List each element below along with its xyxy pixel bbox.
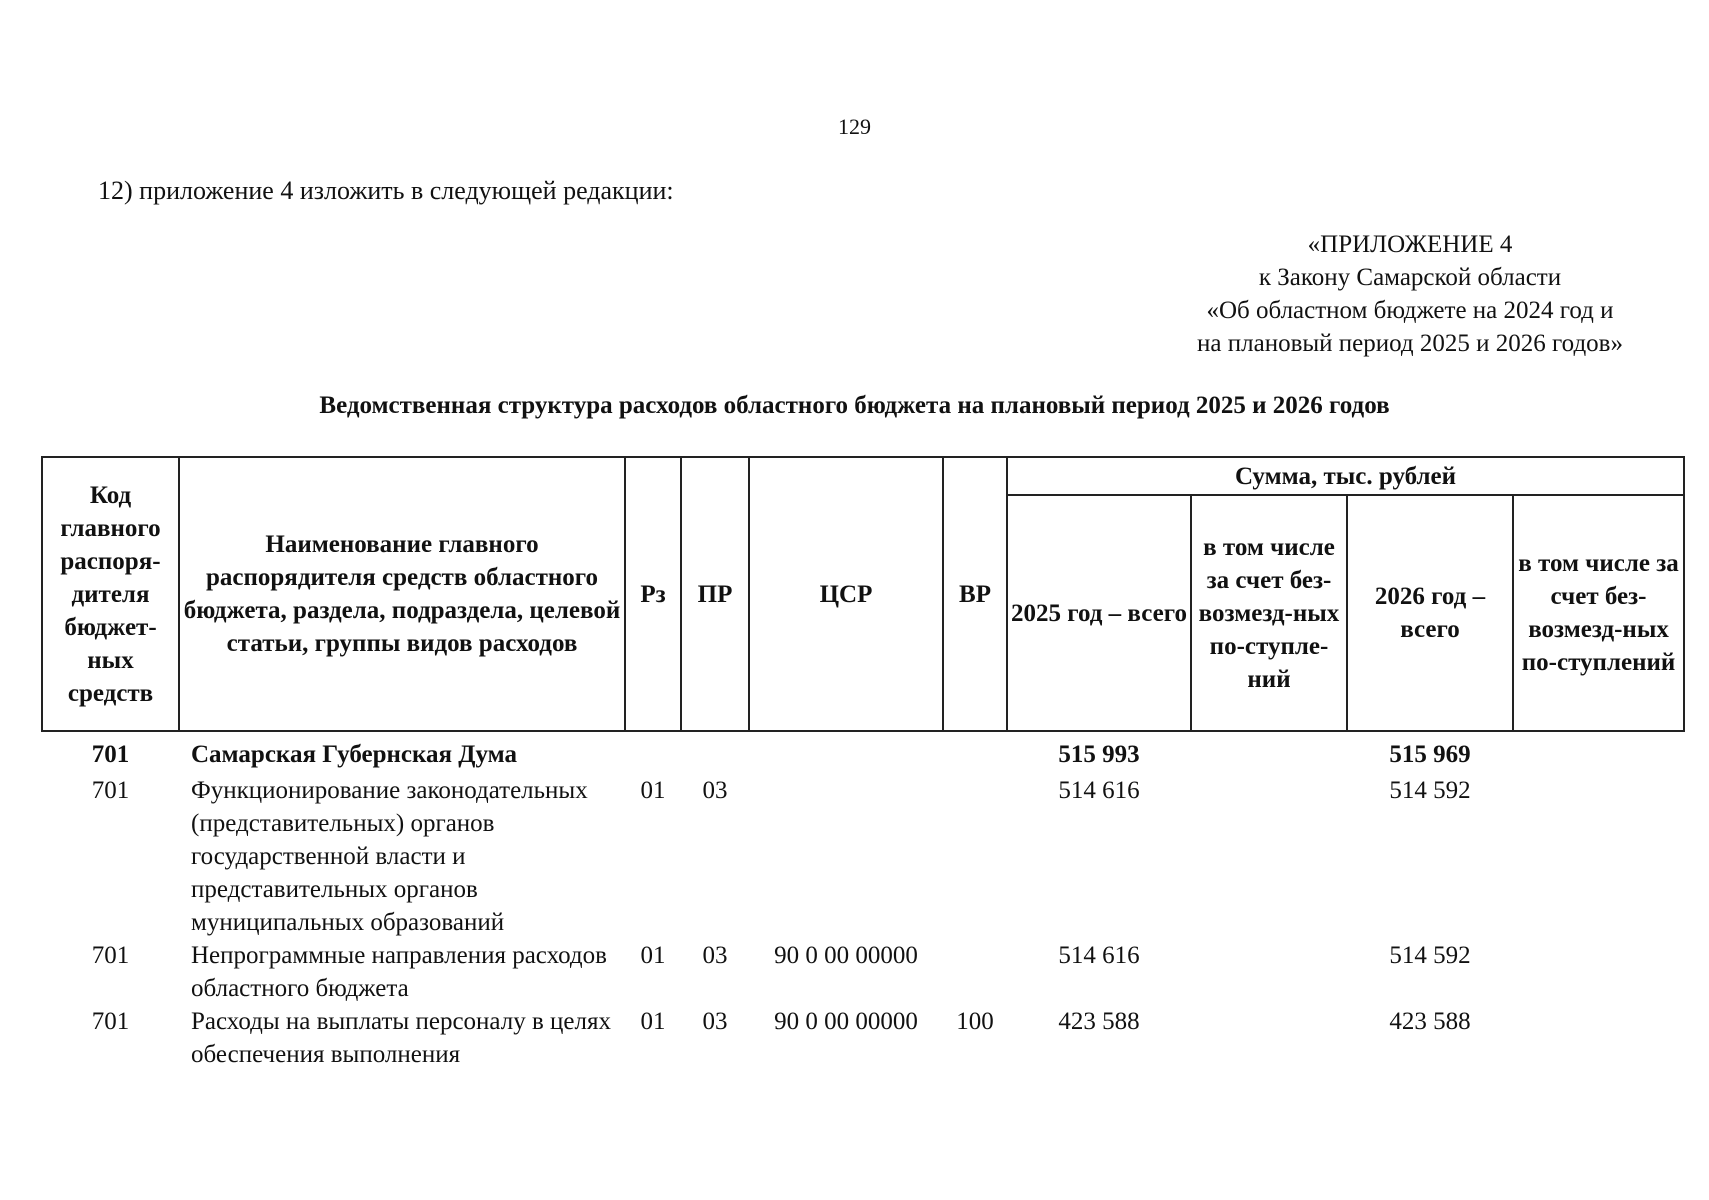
cell-vr: 100	[956, 1008, 994, 1035]
table-row	[42, 939, 1684, 1005]
cell-csr: 90 0 00 00000	[774, 1008, 918, 1035]
cell-csr: 90 0 00 00000	[774, 942, 918, 969]
cell-2026-total: 423 588	[1389, 1008, 1471, 1035]
cell-rz	[625, 731, 681, 771]
cell-vr	[943, 731, 1007, 771]
budget-table	[41, 456, 1685, 1071]
annex-line: на плановый период 2025 и 2026 годов»	[1197, 330, 1623, 357]
amendment-intro: 12) приложение 4 изложить в следующей редакции:	[98, 176, 674, 205]
cell-2025-total: 515 993	[1058, 741, 1140, 768]
cell-vr	[943, 939, 1007, 1005]
annex-line: к Закону Самарской области	[1258, 264, 1562, 291]
cell-csr	[749, 771, 943, 939]
header-csr: ЦСР	[749, 457, 943, 731]
annex-header	[1160, 228, 1660, 360]
cell-2025-total: 423 588	[1058, 1008, 1140, 1035]
cell-pr: 03	[702, 777, 728, 804]
cell-code: 701	[91, 1008, 130, 1035]
cell-vr	[943, 771, 1007, 939]
header-code: Код главного распоря-дителя бюджет-ных средств	[42, 457, 179, 731]
cell-pr	[681, 731, 749, 771]
cell-csr	[749, 731, 943, 771]
cell-2026-total: 515 969	[1389, 741, 1471, 768]
header-2025-total: 2025 год – всего	[1007, 495, 1191, 731]
annex-line: «ПРИЛОЖЕНИЕ 4	[1307, 231, 1513, 258]
header-2026-total: 2026 год – всего	[1347, 495, 1513, 731]
header-2026-grants: в том числе за счет без-возмезд-ных по-ступлений	[1513, 495, 1684, 731]
cell-2025-grants	[1191, 771, 1347, 939]
cell-code: 701	[91, 777, 130, 804]
cell-rz: 01	[640, 777, 666, 804]
cell-pr: 03	[702, 1008, 728, 1035]
annex-line: «Об областном бюджете на 2024 год и	[1206, 297, 1614, 324]
cell-code: 701	[91, 942, 130, 969]
cell-2025-total: 514 616	[1058, 942, 1140, 969]
page-number: 129	[838, 114, 871, 139]
cell-2025-grants	[1191, 1005, 1347, 1071]
cell-2026-grants	[1513, 939, 1684, 1005]
table-row	[42, 1005, 1684, 1071]
table-body	[42, 731, 1684, 1071]
cell-rz: 01	[640, 942, 666, 969]
table-row	[42, 771, 1684, 939]
header-sum: Сумма, тыс. рублей	[1007, 457, 1684, 495]
cell-pr: 03	[702, 942, 728, 969]
header-2025-grants: в том числе за счет без-возмезд-ных по-ступле-ний	[1191, 495, 1347, 731]
cell-2026-grants	[1513, 731, 1684, 771]
cell-rz: 01	[640, 1008, 666, 1035]
header-name: Наименование главного распорядителя средств областного бюджета, раздела, подраздела, целевой статьи, группы видов расходов	[179, 457, 625, 731]
header-pr: ПР	[681, 457, 749, 731]
cell-name: Функционирование законодательных (представительных) органов государственной власти и представительных органов муниципальных образований	[191, 777, 588, 936]
cell-2026-grants	[1513, 1005, 1684, 1071]
cell-name: Самарская Губернская Дума	[191, 741, 518, 768]
cell-2026-total: 514 592	[1389, 777, 1471, 804]
cell-2025-grants	[1191, 939, 1347, 1005]
table-row	[42, 731, 1684, 771]
cell-2025-grants	[1191, 731, 1347, 771]
cell-2025-total: 514 616	[1058, 777, 1140, 804]
cell-2026-grants	[1513, 771, 1684, 939]
cell-2026-total: 514 592	[1389, 942, 1471, 969]
cell-name: Расходы на выплаты персоналу в целях обеспечения выполнения	[191, 1008, 611, 1068]
header-rz: Рз	[625, 457, 681, 731]
table-header	[42, 457, 1684, 731]
table-title: Ведомственная структура расходов областного бюджета на плановый период 2025 и 2026 годов	[319, 392, 1390, 419]
cell-code: 701	[91, 741, 130, 768]
cell-name: Непрограммные направления расходов областного бюджета	[191, 942, 607, 1002]
header-vr: ВР	[943, 457, 1007, 731]
